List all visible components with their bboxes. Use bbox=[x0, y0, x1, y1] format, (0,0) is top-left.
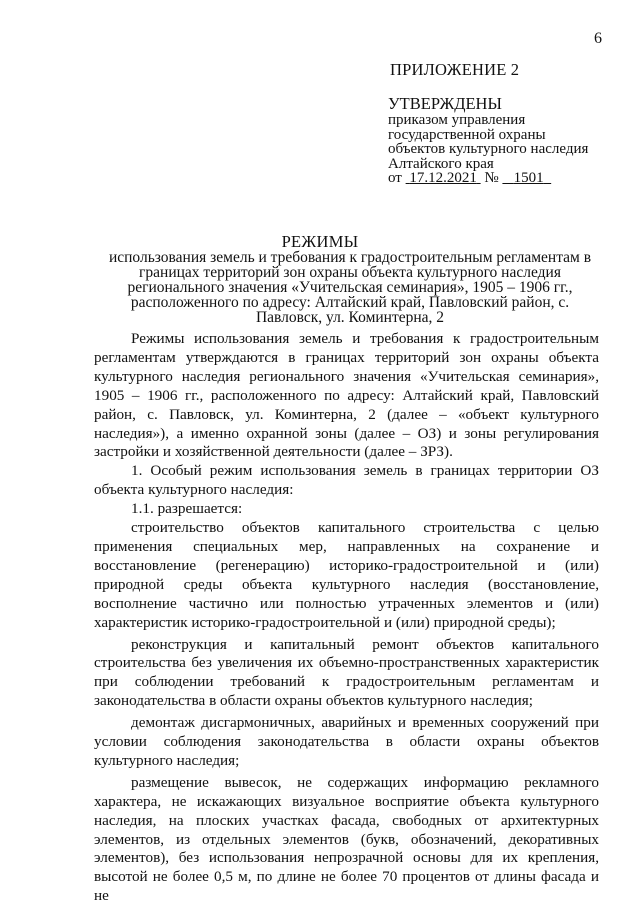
approval-number: 1501 bbox=[513, 170, 544, 186]
approval-line: объектов культурного наследия bbox=[388, 141, 589, 157]
date-prefix: от bbox=[388, 170, 406, 186]
paragraph: размещение вывесок, не содержащих информацию рекламного характера, не искажающих визуальное восприятие объекта культурного наследия, на плоских участках фасада, свободных от архитектурных элементов, из отдельных элементов (букв, обозначений, декоративных элементов), без использования непрозрачной основы для их крепления, высотой не более 0,5 м, по длине не более 70 процентов от длины фасада и не bbox=[94, 773, 599, 905]
approval-line: приказом управления bbox=[388, 112, 526, 128]
paragraph: 1. Особый режим использования земель в границах территории ОЗ объекта культурного наследия: bbox=[94, 462, 599, 499]
document-body bbox=[94, 330, 599, 906]
paragraph: 1.1. разрешается: bbox=[131, 500, 243, 518]
approval-date-line bbox=[388, 171, 628, 186]
approval-line: государственной охраны bbox=[388, 126, 546, 143]
approval-title: УТВЕРЖДЕНЫ bbox=[388, 94, 502, 113]
appendix-label: ПРИЛОЖЕНИЕ 2 bbox=[390, 60, 520, 79]
document-subtitle: использования земель и требования к градостроительным регламентам в границах территорий зон охраны объекта культурного наследия регионального значения «Учительская семинария», 1905 – 1906 гг., расположенного по адресу: Алтайский край, Павловский район, с. Павловск, ул. Коминтерна, 2 bbox=[108, 249, 592, 326]
approval-date: 17.12.2021 bbox=[409, 170, 477, 186]
approval-line: Алтайского края bbox=[388, 155, 494, 172]
approval-block bbox=[388, 95, 628, 186]
document-title: РЕЖИМЫ bbox=[281, 232, 359, 251]
page-number: 6 bbox=[594, 30, 602, 47]
paragraph: демонтаж дисгармоничных, аварийных и временных сооружений при условии соблюдения законодательства в области охраны объектов культурного наследия; bbox=[94, 714, 599, 769]
paragraph: Режимы использования земель и требования к градостроительным регламентам утверждаются в границах территорий зон охраны объекта культурного наследия регионального значения «Учительская семинария», 1905 – 1906 гг., расположенного по адресу: Алтайский край, Павловский район, с. Павловск, ул. Коминтерна, 2 (далее – «объект культурного наследия»), а именно охранной зоны (далее – ОЗ) и зоны регулирования застройки и хозяйственной деятельности (далее – ЗРЗ). bbox=[94, 330, 599, 461]
paragraph: строительство объектов капитального строительства с целью применения специальных мер, направленных на сохранение и восстановление (регенерацию) историко-градостроительной и (или) природной среды объекта культурного наследия (восстановление, восполнение частично или полностью утраченных элементов и (или) характеристик историко-градостроительной и (или) природной среды); bbox=[94, 519, 599, 631]
paragraph: реконструкция и капитальный ремонт объектов капитального строительства без увеличения их объемно-пространственных характеристик при соблюдении требований к градостроительным регламентам и законодательства в области охраны объектов культурного наследия; bbox=[94, 635, 599, 710]
number-prefix: № bbox=[480, 170, 503, 186]
